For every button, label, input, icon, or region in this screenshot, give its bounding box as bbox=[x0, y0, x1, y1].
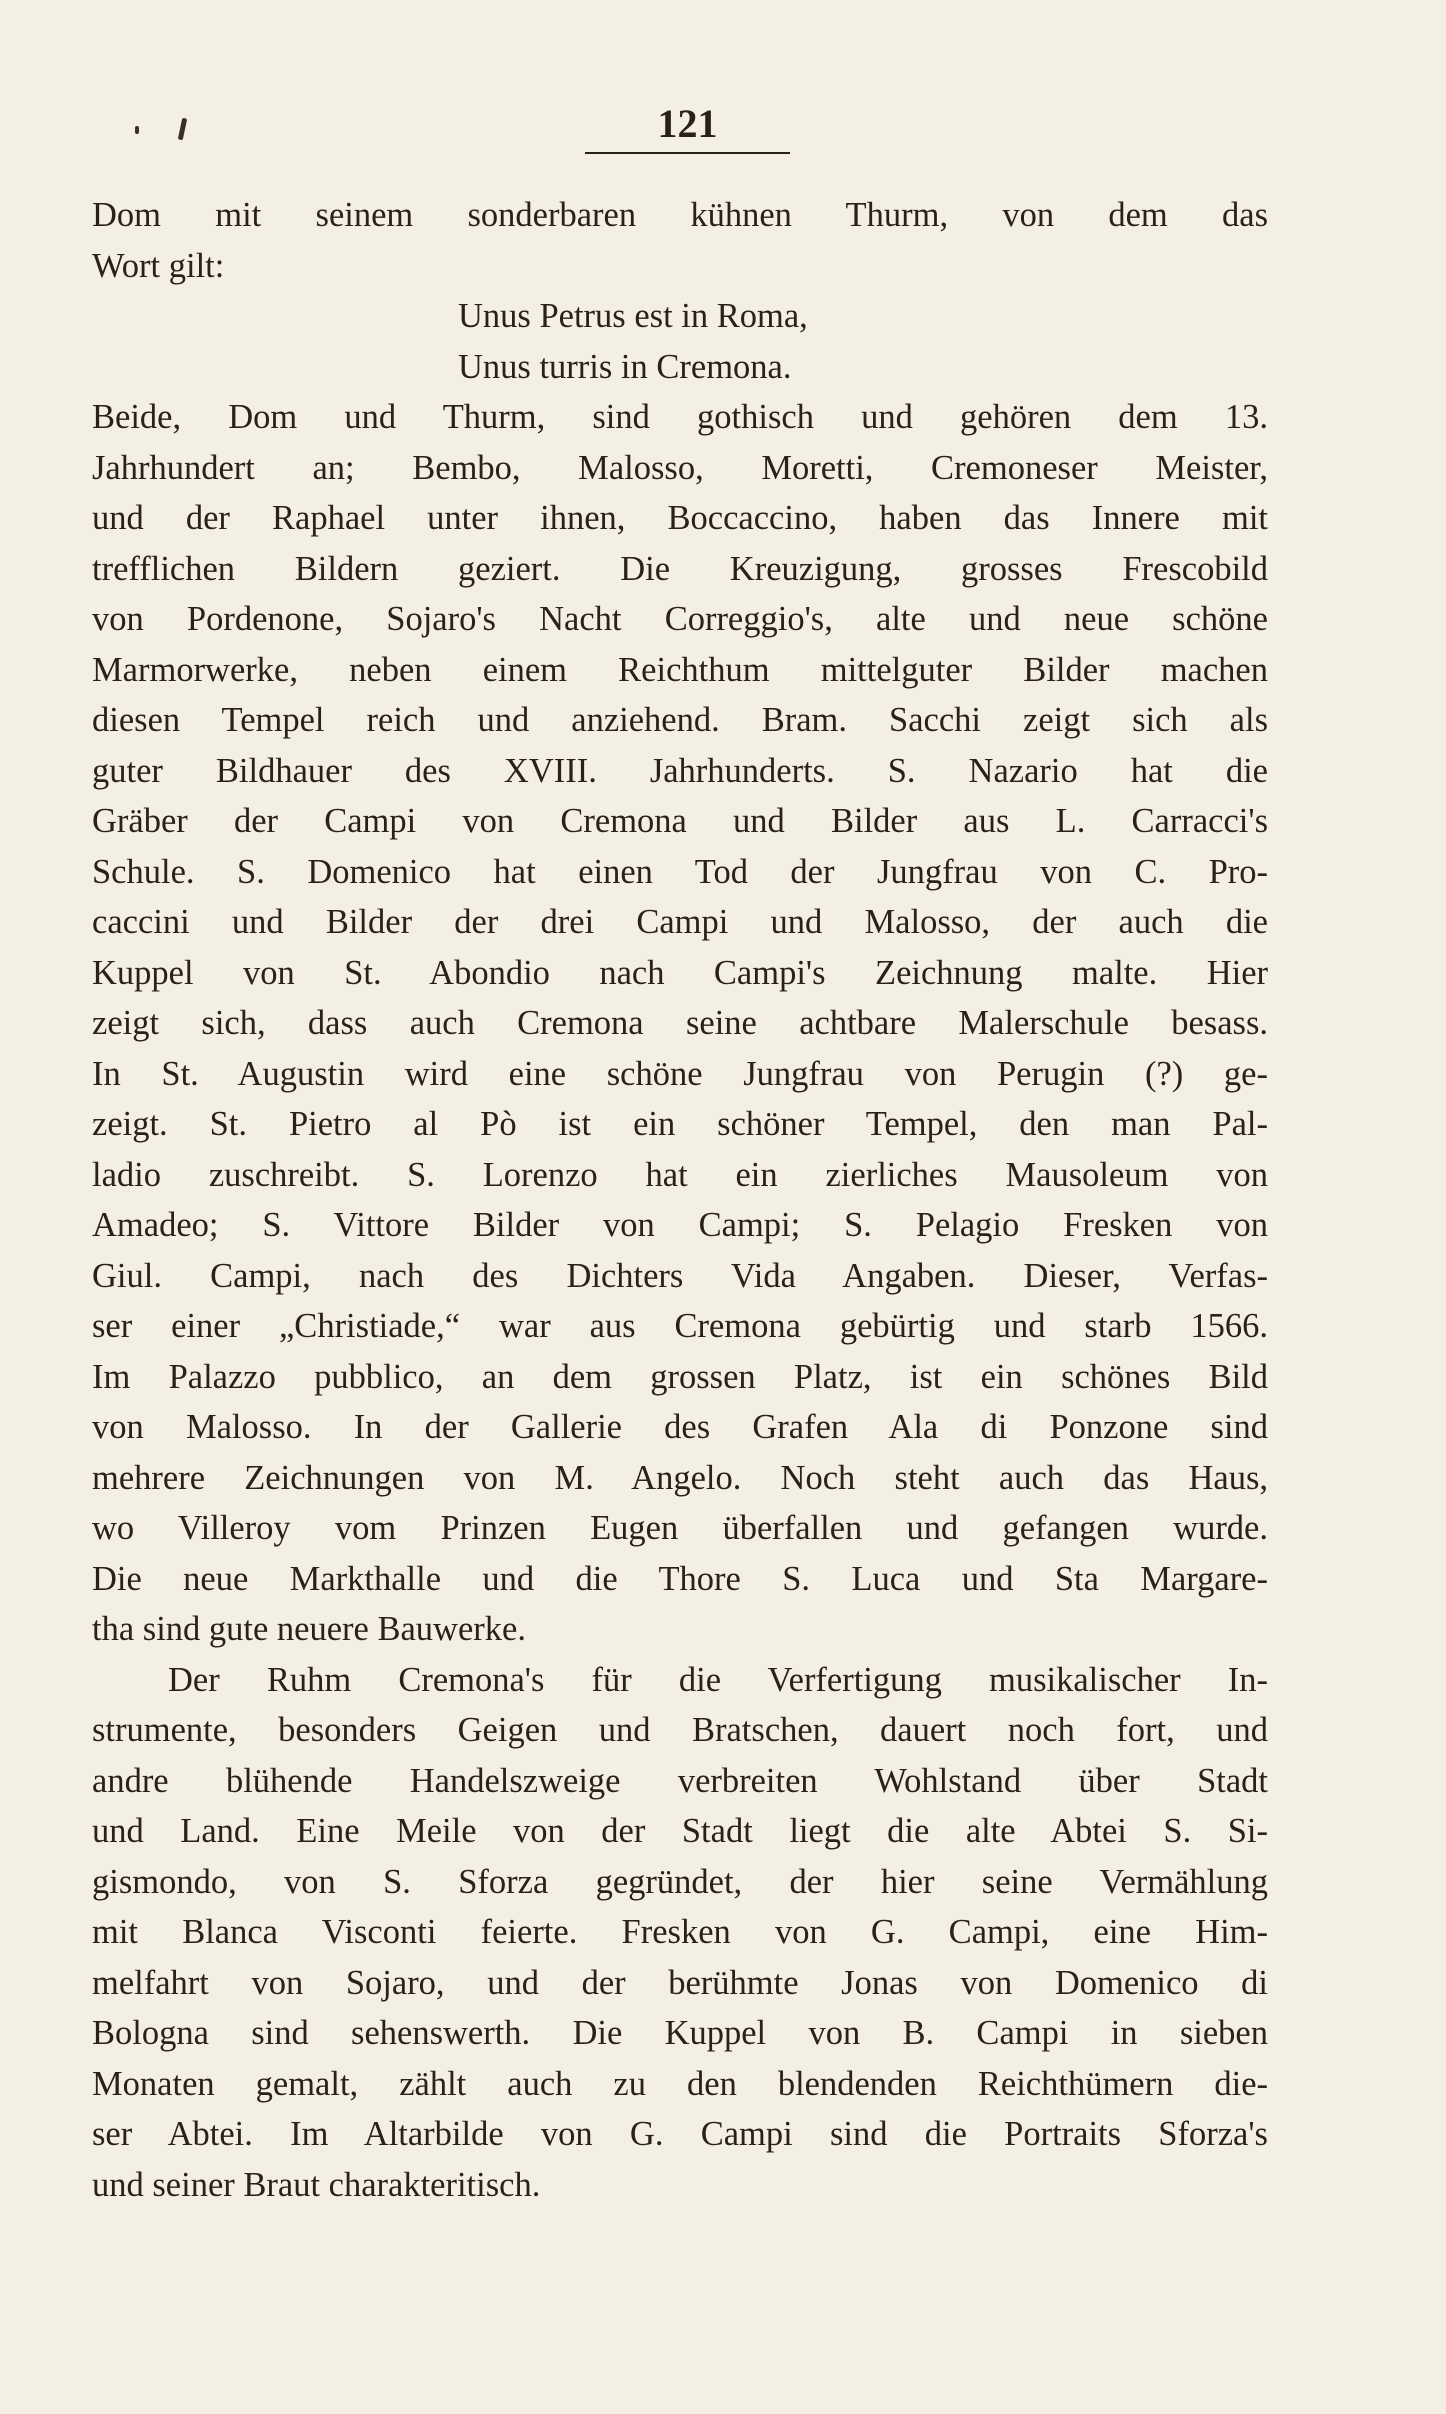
text-line: guter Bildhauer des XVIII. Jahrhunderts. S. Nazario hat die bbox=[92, 751, 1268, 790]
text-line: diesen Tempel reich und anziehend. Bram. Sacchi zeigt sich als bbox=[92, 701, 1268, 739]
text-line: zeigt. St. Pietro al Pò ist ein schöner Tempel, den man Pal- bbox=[92, 1105, 1268, 1143]
text-line: von Pordenone, Sojaro's Nacht Correggio's, alte und neue schöne bbox=[92, 600, 1268, 638]
text-line: mehrere Zeichnungen von M. Angelo. Noch steht auch das Haus, bbox=[92, 1458, 1268, 1497]
text-line: strumente, besonders Geigen und Bratschen, dauert noch fort, und bbox=[92, 1711, 1268, 1749]
text-line: andre blühende Handelszweige verbreiten Wohlstand über Stadt bbox=[92, 1761, 1268, 1800]
text-line: trefflichen Bildern geziert. Die Kreuzigung, grosses Frescobild bbox=[92, 549, 1268, 588]
text-line: Kuppel von St. Abondio nach Campi's Zeichnung malte. Hier bbox=[92, 953, 1268, 992]
text-line: gismondo, von S. Sforza gegründet, der hier seine Vermählung bbox=[92, 1862, 1268, 1901]
text-line: Beide, Dom und Thurm, sind gothisch und gehören dem 13. bbox=[92, 398, 1268, 436]
text-line: Monaten gemalt, zählt auch zu den blendenden Reichthümern die- bbox=[92, 2064, 1268, 2103]
ink-speck bbox=[178, 118, 187, 141]
text-line: von Malosso. In der Gallerie des Grafen Ala di Ponzone sind bbox=[92, 1408, 1268, 1446]
text-line: Schule. S. Domenico hat einen Tod der Jungfrau von C. Pro- bbox=[92, 852, 1268, 891]
text-line: ser Abtei. Im Altarbilde von G. Campi sind die Portraits Sforza's bbox=[92, 2115, 1268, 2153]
text-line: und seiner Braut charakteritisch. bbox=[92, 2165, 541, 2204]
text-line: wo Villeroy vom Prinzen Eugen überfallen und gefangen wurde. bbox=[92, 1509, 1268, 1547]
text-line: caccini und Bilder der drei Campi und Malosso, der auch die bbox=[92, 903, 1268, 941]
page-header bbox=[0, 96, 1446, 156]
text-line: In St. Augustin wird eine schöne Jungfrau von Perugin (?) ge- bbox=[92, 1054, 1268, 1093]
text-line: und der Raphael unter ihnen, Boccaccino, haben das Innere mit bbox=[92, 499, 1268, 537]
text-line: Jahrhundert an; Bembo, Malosso, Moretti, Cremoneser Meister, bbox=[92, 448, 1268, 487]
verse-line: Unus turris in Cremona. bbox=[458, 347, 792, 386]
text-line: mit Blanca Visconti feierte. Fresken von G. Campi, eine Him- bbox=[92, 1913, 1268, 1951]
page-number: 121 bbox=[585, 96, 790, 154]
ink-speck bbox=[135, 126, 139, 134]
text-line: zeigt sich, dass auch Cremona seine achtbare Malerschule besass. bbox=[92, 1004, 1268, 1042]
text-line: tha sind gute neuere Bauwerke. bbox=[92, 1610, 526, 1648]
body-text bbox=[92, 190, 1268, 2210]
text-line: ladio zuschreibt. S. Lorenzo hat ein zierliches Mausoleum von bbox=[92, 1155, 1268, 1194]
text-line: melfahrt von Sojaro, und der berühmte Jonas von Domenico di bbox=[92, 1963, 1268, 2002]
text-line: Giul. Campi, nach des Dichters Vida Angaben. Dieser, Verfas- bbox=[92, 1256, 1268, 1295]
text-line: Wort gilt: bbox=[92, 246, 225, 285]
text-line: Bologna sind sehenswerth. Die Kuppel von B. Campi in sieben bbox=[92, 2014, 1268, 2052]
text-line: Marmorwerke, neben einem Reichthum mittelguter Bilder machen bbox=[92, 650, 1268, 689]
text-line: Die neue Markthalle und die Thore S. Luca und Sta Margare- bbox=[92, 1559, 1268, 1598]
text-line: Der Ruhm Cremona's für die Verfertigung musikalischer In- bbox=[168, 1660, 1268, 1699]
text-line: und Land. Eine Meile von der Stadt liegt die alte Abtei S. Si- bbox=[92, 1812, 1268, 1850]
text-line: ser einer „Christiade,“ war aus Cremona gebürtig und starb 1566. bbox=[92, 1307, 1268, 1345]
text-line: Dom mit seinem sonderbaren kühnen Thurm, von dem das bbox=[92, 196, 1268, 234]
text-line: Gräber der Campi von Cremona und Bilder aus L. Carracci's bbox=[92, 802, 1268, 840]
verse-line: Unus Petrus est in Roma, bbox=[458, 297, 808, 335]
text-line: Im Palazzo pubblico, an dem grossen Platz, ist ein schönes Bild bbox=[92, 1357, 1268, 1396]
text-line: Amadeo; S. Vittore Bilder von Campi; S. Pelagio Fresken von bbox=[92, 1206, 1268, 1244]
